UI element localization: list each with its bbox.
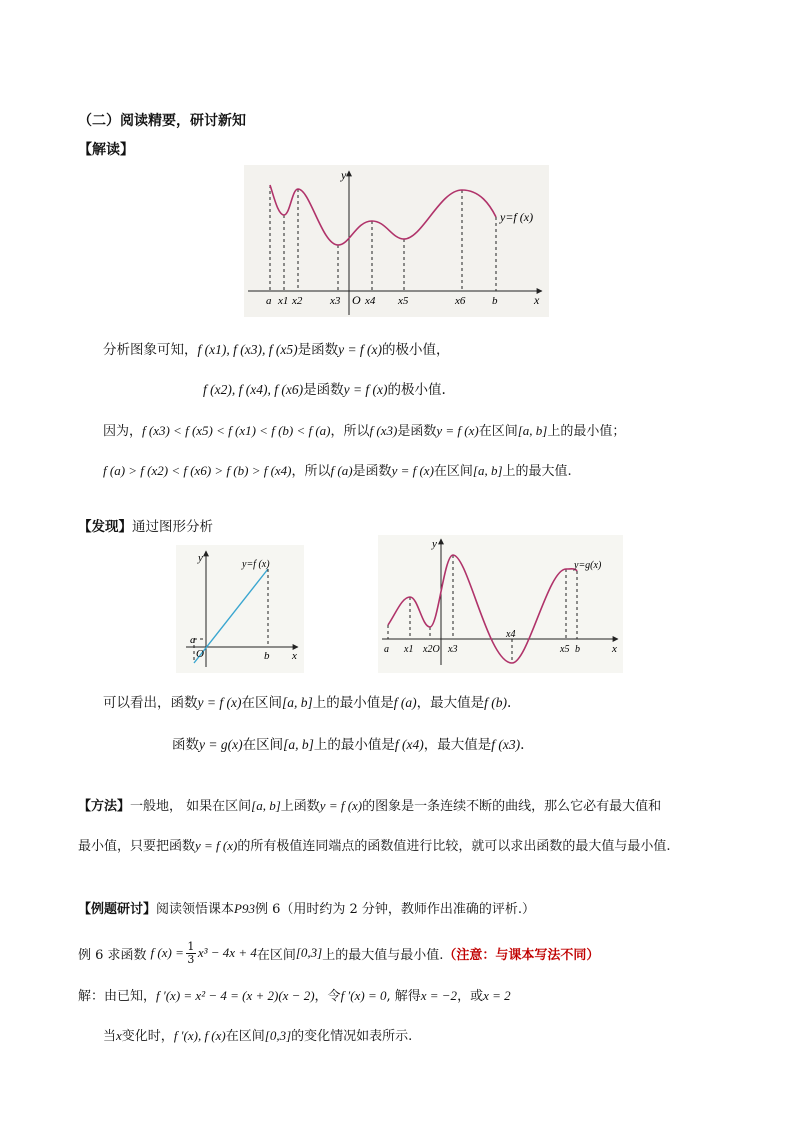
fig1-tick-labels bbox=[266, 295, 498, 307]
figure-f-graph bbox=[244, 165, 549, 317]
fig1-y-label: y bbox=[341, 168, 347, 182]
tick-x2O: x2O bbox=[423, 644, 440, 655]
fig3-y-label: y bbox=[432, 538, 437, 550]
fig1-origin: O bbox=[352, 293, 361, 307]
example-intro: 【例题研讨】阅读领悟课本P93例 6（用时约为 2 分钟，教师作出准确的评析.） bbox=[78, 901, 536, 917]
tick-b: b bbox=[492, 295, 498, 307]
figure-g-graph bbox=[378, 535, 623, 673]
fig2-x-label: x bbox=[292, 650, 297, 662]
dashed-guides bbox=[388, 555, 577, 663]
fig2-func-label: y=f (x) bbox=[242, 559, 270, 570]
tick-x5: x5 bbox=[560, 644, 570, 655]
tick-x3: x3 bbox=[448, 644, 458, 655]
fig1-x-label: x bbox=[534, 293, 540, 307]
example-question: 例 6 求函数 f (x) = $\frac{1}{3}$ x³ − 4x + 4 在区间 [0,3] 上的最大值与最小值. （注意：与课本写法不同） bbox=[78, 939, 600, 966]
tick-x4: x4 bbox=[365, 295, 376, 307]
analysis-line-4: f (a) > f (x2) < f (x6) > f (b) > f (x4)，所以f (a)是函数y = f (x)在区间[a, b]上的最大值. bbox=[103, 463, 572, 479]
tick-x1: x1 bbox=[404, 644, 414, 655]
fig2-origin: O bbox=[196, 648, 204, 660]
jiedu-label: 【解读】 bbox=[78, 142, 134, 158]
section-heading: （二）阅读精要，研讨新知 bbox=[78, 113, 246, 129]
fig2-y-label: y bbox=[198, 552, 203, 564]
example-solution: 解：由已知，f ′(x) = x² − 4 = (x + 2)(x − 2)，令f ′(x) = 0, 解得x = −2，或x = 2 bbox=[78, 988, 511, 1004]
fig2-b-label: b bbox=[264, 650, 270, 662]
fig3-tick-labels bbox=[384, 629, 580, 655]
tick-x3: x3 bbox=[330, 295, 341, 307]
fig3-x-label: x bbox=[612, 643, 617, 655]
fig2-a-label: a bbox=[190, 634, 196, 646]
observe-line-2: 函数y = g(x)在区间[a, b]上的最小值是f (x4)，最大值是f (x3). bbox=[172, 737, 525, 753]
tick-a: a bbox=[384, 644, 389, 655]
tick-x1: x1 bbox=[278, 295, 289, 307]
tick-x5: x5 bbox=[398, 295, 409, 307]
example-last-line: 当x变化时，f ′(x), f (x)在区间[0,3]的变化情况如表所示. bbox=[103, 1028, 413, 1044]
method-line-1: 【方法】一般地， 如果在区间[a, b]上函数y = f (x)的图象是一条连续不断的曲线，那么它必有最大值和 bbox=[78, 798, 662, 814]
method-line-2: 最小值，只要把函数y = f (x)的所有极值连同端点的函数值进行比较，就可以求出函数的最大值与最小值. bbox=[78, 838, 671, 854]
tick-a: a bbox=[266, 295, 272, 307]
tick-x6: x6 bbox=[455, 295, 466, 307]
analysis-line-1: 分析图象可知，f (x1), f (x3), f (x5)是函数y = f (x)的极小值， bbox=[103, 342, 450, 358]
observe-line-1: 可以看出，函数y = f (x)在区间[a, b]上的最小值是f (a)，最大值是f (b). bbox=[103, 695, 512, 711]
fraction-one-third: $\frac{1}{3}$ bbox=[187, 939, 195, 966]
analysis-line-2: f (x2), f (x4), f (x6)是函数y = f (x)的极小值. bbox=[203, 382, 446, 398]
linear-line bbox=[194, 569, 268, 663]
tick-x4: x4 bbox=[506, 629, 516, 640]
figure-g-svg bbox=[378, 535, 623, 673]
example-note: （注意：与课本写法不同） bbox=[443, 947, 600, 963]
g-curve bbox=[388, 555, 577, 663]
analysis-line-3: 因为，f (x3) < f (x5) < f (x1) < f (b) < f (a)，所以f (x3)是函数y = f (x)在区间[a, b]上的最小值； bbox=[103, 423, 626, 439]
tick-b: b bbox=[575, 644, 580, 655]
figure-f-svg bbox=[244, 165, 549, 317]
faxian-line: 【发现】通过图形分析 bbox=[78, 519, 213, 535]
dashed-guides bbox=[270, 185, 496, 291]
tick-x2: x2 bbox=[292, 295, 303, 307]
fig3-func-label: y=g(x) bbox=[574, 560, 602, 571]
figure-linear-graph bbox=[176, 545, 304, 673]
figure-linear-svg bbox=[176, 545, 304, 673]
fig1-func-label: y=f (x) bbox=[500, 210, 534, 224]
